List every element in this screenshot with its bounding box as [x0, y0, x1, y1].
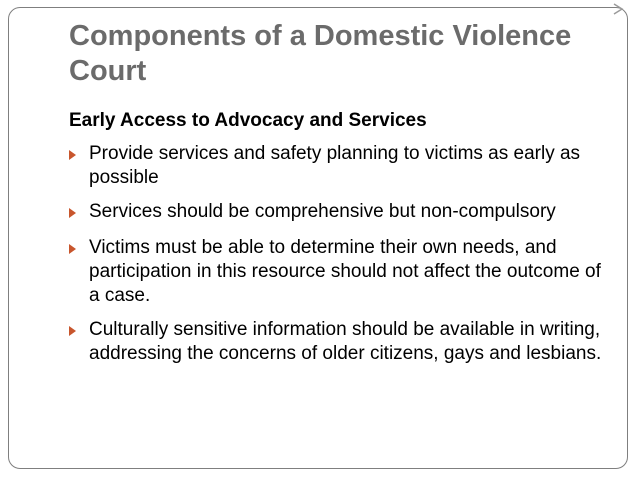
bullet-list: [69, 142, 609, 376]
bullet-item: [69, 142, 609, 190]
arrow-bullet-icon: [69, 150, 76, 160]
bullet-text: Culturally sensitive information should be available in writing, addressing the concerns of older citizens, gays and lesbians.: [89, 319, 602, 364]
slide-nav-icon[interactable]: [610, 0, 628, 18]
bullet-text: Provide services and safety planning to victims as early as possible: [89, 143, 581, 188]
arrow-bullet-icon: [69, 326, 76, 336]
arrow-bullet-icon: [69, 208, 76, 218]
slide-title: Components of a Domestic Violence Court: [69, 20, 572, 87]
bullet-text: Services should be comprehensive but non-compulsory: [89, 201, 556, 222]
bullet-item: [69, 236, 609, 308]
bullet-item: [69, 200, 609, 224]
bullet-item: [69, 318, 609, 366]
bullet-text: Victims must be able to determine their own needs, and participation in this resource should not affect the outcome of a case.: [89, 237, 601, 306]
section-heading: Early Access to Advocacy and Services: [69, 110, 427, 131]
arrow-bullet-icon: [69, 244, 76, 254]
